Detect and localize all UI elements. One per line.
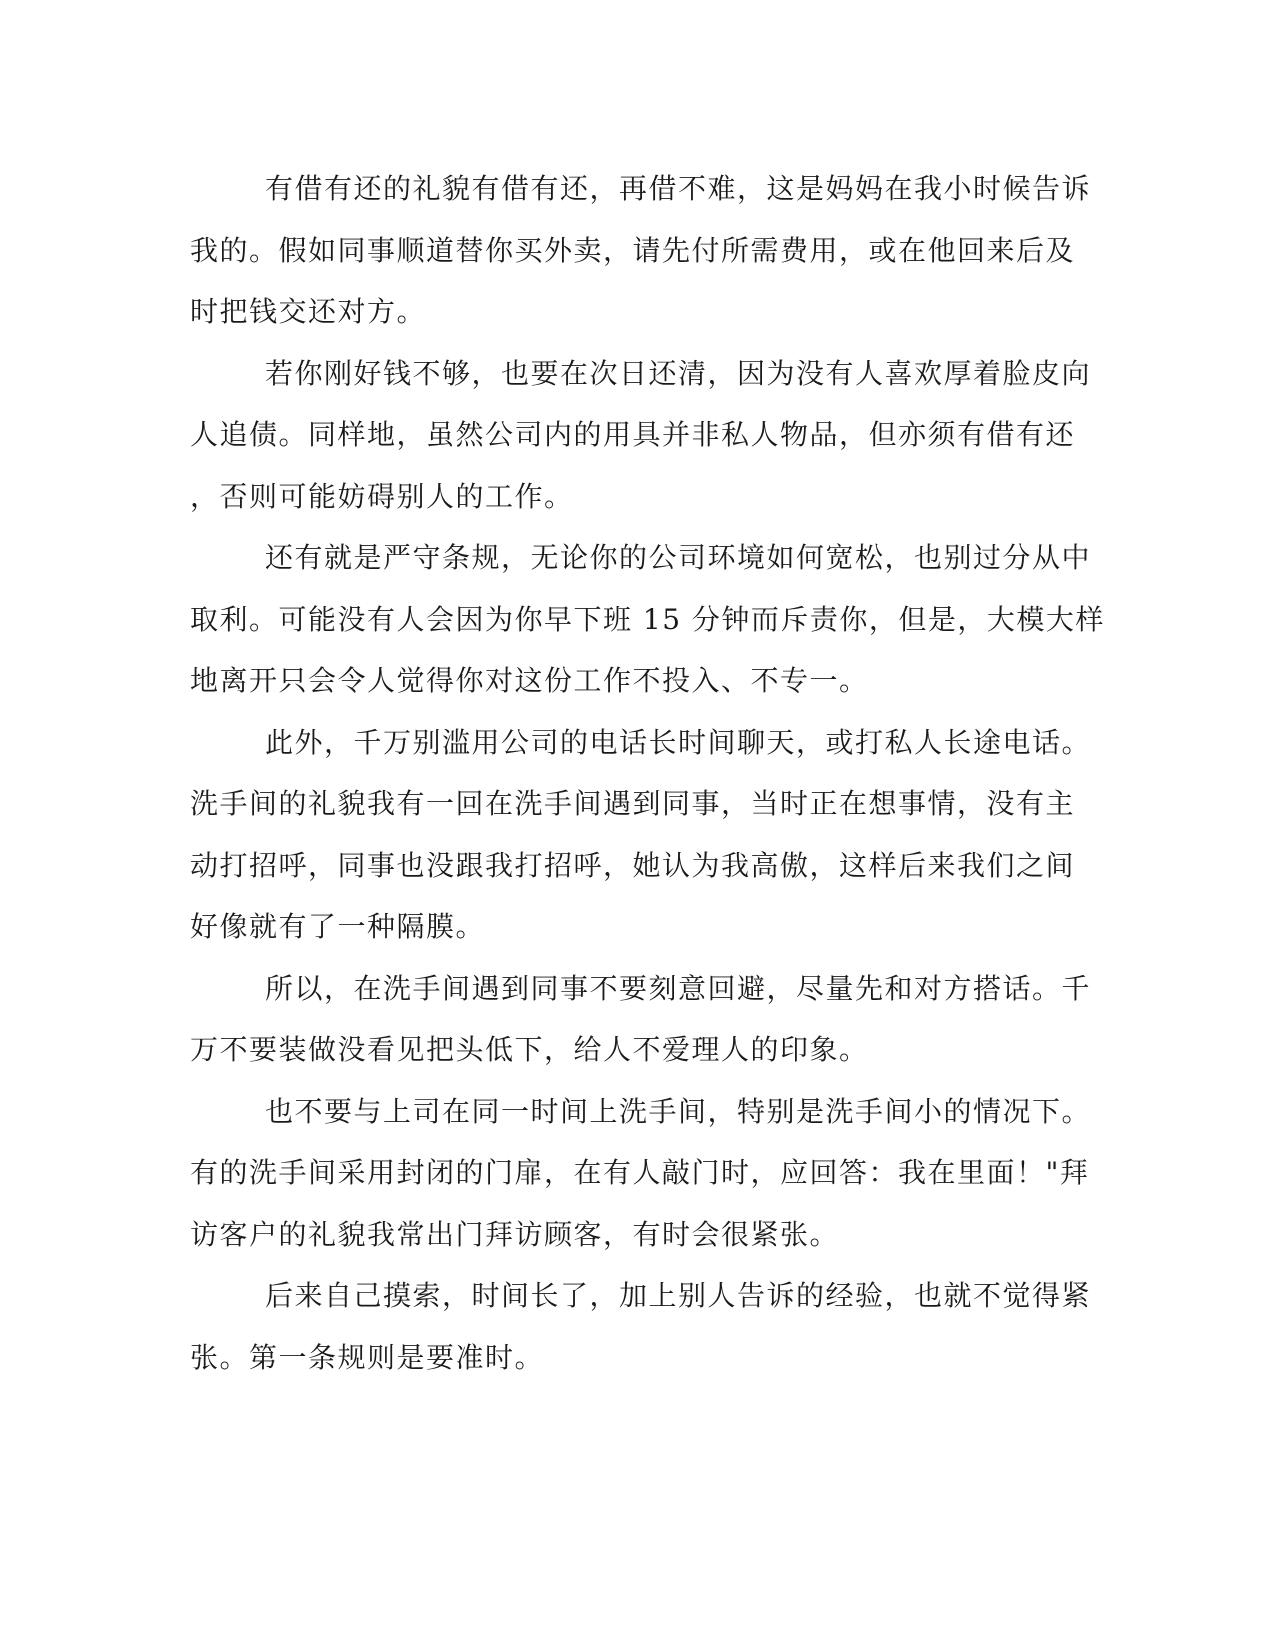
text-line: 此外，千万别滥用公司的电话长时间聊天，或打私人长途电话。 [265,725,1092,759]
text-line: 还有就是严守条规，无论你的公司环境如何宽松，也别过分从中 [265,541,1092,574]
body-text [190,158,1105,1388]
text-line: 好像就有了一种隔膜。 [190,910,486,943]
text-line: 取利。可能没有人会因为你早下班 15 分钟而斥责你，但是，大模大样 [190,602,1105,636]
text-line: 访客户的礼貌我常出门拜访顾客，有时会很紧张。 [190,1217,840,1251]
text-line: 后来自己摸索，时间长了，加上别人告诉的经验，也就不觉得紧 [265,1279,1092,1312]
text-line: 万不要装做没看见把头低下，给人不爱理人的印象。 [190,1033,869,1066]
text-line: ，否则可能妨碍别人的工作。 [190,479,574,513]
text-line: 也不要与上司在同一时间上洗手间，特别是洗手间小的情况下。 [265,1094,1092,1128]
text-line: 地离开只会令人觉得你对这份工作不投入、不专一。 [190,664,869,697]
text-line: 张。第一条规则是要准时。 [190,1340,545,1374]
text-line: 动打招呼，同事也没跟我打招呼，她认为我高傲，这样后来我们之间 [190,848,1076,882]
text-line: 若你刚好钱不够，也要在次日还清，因为没有人喜欢厚着脸皮向 [265,356,1092,390]
text-line: 我的。假如同事顺道替你买外卖，请先付所需费用，或在他回来后及 [190,233,1076,267]
text-line: 时把钱交还对方。 [190,295,427,328]
text-line: 洗手间的礼貌我有一回在洗手间遇到同事，当时正在想事情，没有主 [190,787,1076,820]
text-line: 人追债。同样地，虽然公司内的用具并非私人物品，但亦须有借有还 [190,418,1076,451]
text-line: 有借有还的礼貌有借有还，再借不难，这是妈妈在我小时候告诉 [265,172,1092,205]
text-line: 有的洗手间采用封闭的门扉，在有人敲门时，应回答：我在里面！"拜 [190,1156,1090,1189]
text-line: 所以，在洗手间遇到同事不要刻意回避，尽量先和对方搭话。千 [265,971,1092,1005]
